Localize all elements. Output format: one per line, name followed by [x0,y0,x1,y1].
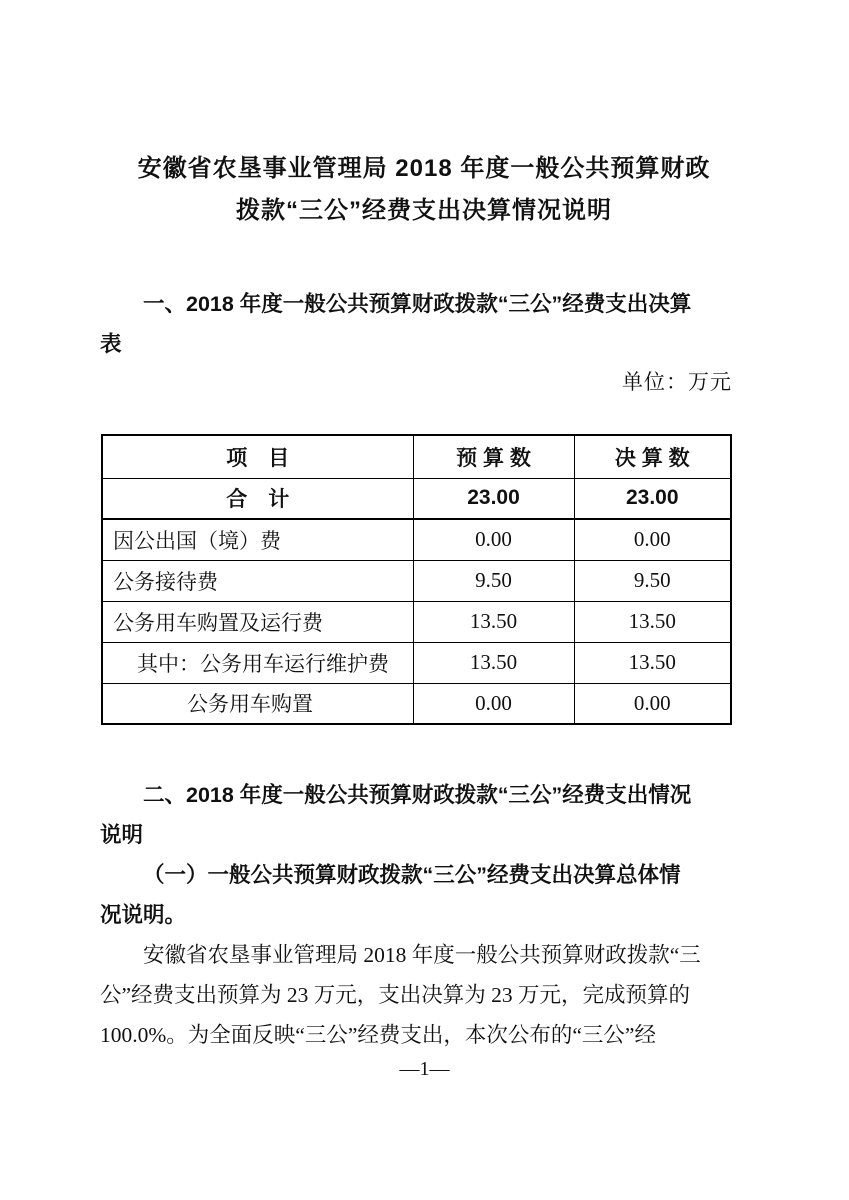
table-row [102,601,731,642]
unit-label: 单位：万元 [622,370,732,394]
cell-final: 9.50 [574,560,731,601]
cell-budget: 0.00 [413,519,574,560]
expense-table [101,434,732,725]
cell-budget: 23.00 [413,478,574,519]
cell-item: 合 计 [102,478,413,519]
paragraph-line: 公”经费支出预算为 23 万元，支出决算为 23 万元，完成预算的 [100,983,691,1007]
table-row [102,519,731,560]
section2-sub-heading-line1: （一）一般公共预算财政拨款“三公”经费支出决算总体情 [143,863,681,887]
table-row [102,683,731,724]
cell-budget: 9.50 [413,560,574,601]
cell-item: 公务接待费 [102,560,413,601]
table-row-total [102,478,731,519]
cell-final: 13.50 [574,642,731,683]
table-header-row [102,435,731,478]
document-title [100,148,748,232]
paragraph-line: 100.0%。为全面反映“三公”经费支出，本次公布的“三公”经 [100,1023,656,1047]
cell-final: 0.00 [574,683,731,724]
cell-final: 23.00 [574,478,731,519]
header-item: 项 目 [102,435,413,478]
header-budget: 预 算 数 [413,435,574,478]
header-final: 决 算 数 [574,435,731,478]
cell-item: 公务用车购置 [102,683,413,724]
section1-heading-line2: 表 [100,332,122,356]
document-title-line2: 拨款“三公”经费支出决算情况说明 [236,197,612,224]
section2-block [100,775,752,1055]
cell-item: 因公出国（境）费 [102,519,413,560]
section1-heading [100,284,750,364]
paragraph-line: 安徽省农垦事业管理局 2018 年度一般公共预算财政拨款“三 [143,943,701,967]
cell-final: 0.00 [574,519,731,560]
section2-sub-heading-line2: 况说明。 [100,903,187,927]
section2-heading-line2: 说明 [100,823,144,847]
section2-heading-line1: 二、2018 年度一般公共预算财政拨款“三公”经费支出情况 [143,783,692,807]
cell-item: 公务用车购置及运行费 [102,601,413,642]
document-title-line1: 安徽省农垦事业管理局 2018 年度一般公共预算财政 [137,155,711,182]
page-number: —1— [399,1058,450,1080]
table-row [102,642,731,683]
cell-budget: 13.50 [413,601,574,642]
cell-budget: 13.50 [413,642,574,683]
section1-heading-line1: 一、2018 年度一般公共预算财政拨款“三公”经费支出决算 [143,292,692,316]
cell-final: 13.50 [574,601,731,642]
cell-item: 其中：公务用车运行维护费 [102,642,413,683]
cell-budget: 0.00 [413,683,574,724]
table-row [102,560,731,601]
